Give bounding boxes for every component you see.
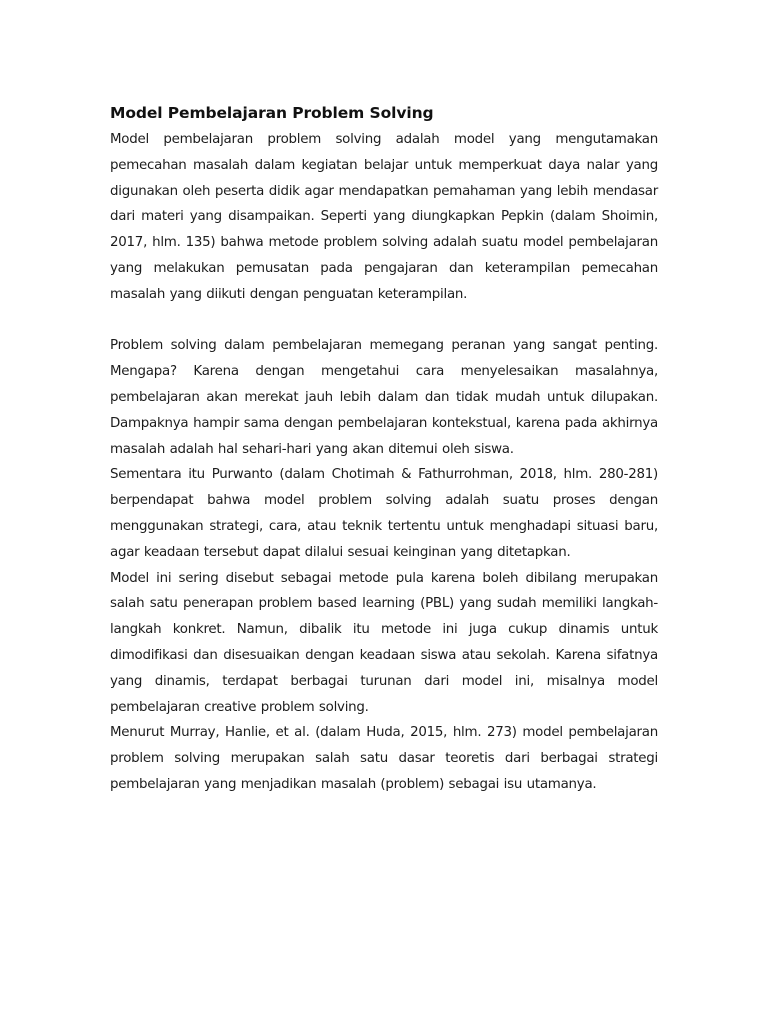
paragraph-definition: Model pembelajaran problem solving adalah model yang mengutamakan pemecahan masalah dalam kegiatan belajar untuk memperkuat daya nalar yang digunakan oleh peserta didik agar mendapatkan pemahaman yang lebih mendasar dari materi yang disampaikan. Seperti yang diungkapkan Pepkin (dalam Shoimin, 2017, hlm. 135) bahwa metode problem solving adalah suatu model pembelajaran yang melakukan pemusatan pada pengajaran dan keterampilan pemecahan masalah yang diikuti dengan penguatan keterampilan. [110,132,658,302]
document-body [110,103,658,798]
paragraph-importance: Problem solving dalam pembelajaran memegang peranan yang sangat penting. Mengapa? Karena dengan mengetahui cara menyelesaikan masalahnya, pembelajaran akan merekat jauh lebih dalam dan tidak mudah untuk dilupakan. Dampaknya hampir sama dengan pembelajaran kontekstual, karena pada akhirnya masalah adalah hal sehari-hari yang akan ditemui oleh siswa. [110,338,658,457]
paragraph-purwanto: Sementara itu Purwanto (dalam Chotimah & Fathurrohman, 2018, hlm. 280-281) berpendapat bahwa model problem solving adalah suatu proses dengan menggunakan strategi, cara, atau teknik tertentu untuk menghadapi situasi baru, agar keadaan tersebut dapat dilalui sesuai keinginan yang ditetapkan. [110,467,658,560]
document-title: Model Pembelajaran Problem Solving [110,104,434,122]
paragraph-spacer [110,308,658,334]
paragraph-murray: Menurut Murray, Hanlie, et al. (dalam Huda, 2015, hlm. 273) model pembelajaran problem solving merupakan salah satu dasar teoretis dari berbagai strategi pembelajaran yang menjadikan masalah (problem) sebagai isu utamanya. [110,725,658,792]
paragraph-pbl: Model ini sering disebut sebagai metode pula karena boleh dibilang merupakan salah satu penerapan problem based learning (PBL) yang sudah memiliki langkah-langkah konkret. Namun, dibalik itu metode ini juga cukup dinamis untuk dimodifikasi dan disesuaikan dengan keadaan siswa atau sekolah. Karena sifatnya yang dinamis, terdapat berbagai turunan dari model ini, misalnya model pembelajaran creative problem solving. [110,570,658,715]
